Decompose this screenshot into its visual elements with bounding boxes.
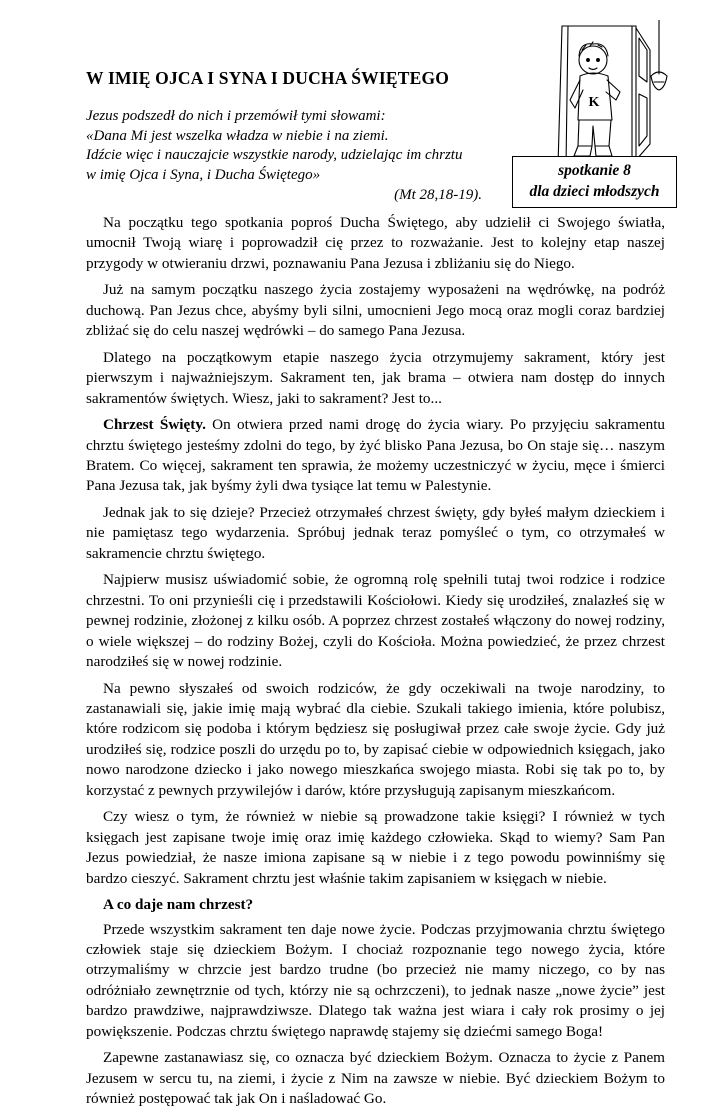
quote-line: w imię Ojca i Syna, i Ducha Świętego» xyxy=(86,166,321,183)
paragraph: Jednak jak to się dzieje? Przecież otrzymałeś chrzest święty, gdy byłeś małym dzieckiem i nie pamiętasz tego wydarzenia. Spróbuj jednak teraz pomyśleć o tym, co otrzymałeś w sakramencie chrztu świętego. xyxy=(86,503,665,562)
quote-reference: (Mt 28,18-19). xyxy=(394,187,482,203)
scripture-quote xyxy=(86,107,486,206)
paragraph: Na początku tego spotkania poproś Ducha Świętego, aby udzielił ci Swojego światła, umocnił Twoją wiarę i poprowadził cię przez to rozważanie. Jest to kolejny etap naszej przygody w otwieraniu drzwi, poznawaniu Pana Jezusa i zbliżaniu się do Niego. xyxy=(86,214,665,272)
badge-line-meeting: spotkanie 8 xyxy=(558,162,631,179)
paragraph: Czy wiesz o tym, że również w niebie są prowadzone takie księgi? I również w tych księgach jest zapisane twoje imię oraz imię każdego człowieka. Skąd to wiemy? Sam Pan Jezus powiedział, że nasze imiona zapisane są w niebie i z tego powodu powinniśmy się bardzo cieszyć. Sakrament chrztu jest właśnie takim zapisaniem w księgach w niebie. xyxy=(86,808,665,887)
paragraph: Już na samym początku naszego życia zostajemy wyposażeni na wędrówkę, na podróż duchową. Pan Jezus chce, abyśmy byli silni, umocnieni Jego mocą oraz mogli coraz bardziej zbliżać się do celu naszej wędrówki – do samego Pana Jezusa. xyxy=(86,281,665,340)
paragraph-lead: Chrzest Święty. xyxy=(103,416,206,434)
quote-line: Idźcie więc i nauczajcie wszystkie narody, udzielając im chrztu xyxy=(86,147,463,163)
paragraph: Zapewne zastanawiasz się, co oznacza być dzieckiem Bożym. Oznacza to życie z Panem Jezusem w sercu tu, na ziemi, i życie z Nim na zawsze w niebie. Być dzieckiem Bożym to również postępować tak jak On i naśladować Go. xyxy=(86,1049,665,1108)
badge-line-audience: dla dzieci młodszych xyxy=(529,183,660,200)
section-subheading: A co daje nam chrzest? xyxy=(103,896,254,914)
paragraph: Na pewno słyszałeś od swoich rodziców, że gdy oczekiwali na twoje narodziny, to zastanawiali się, jakie imię mają wybrać dla ciebie. Szukali takiego imienia, które polubisz, które rodzicom się podoba i którym będziesz się posługiwał przez całe swoje życie. Gdy już urodziłeś się, rodzice poszli do urzędu po to, by zapisać ciebie w odpowiednich księgach, jako nowo narodzone dziecko i jako nowego mieszkańca swojego miasta. Robi się tak po to, by korzystać z pewnych przywilejów i darów, które przysługują zapisanym mieszkańcom. xyxy=(86,679,665,799)
paragraph: Przede wszystkim sakrament ten daje nowe życie. Podczas przyjmowania chrztu świętego człowiek staje się dzieckiem Bożym. I chociaż rozpoznanie tego nowego życia, które otrzymaliśmy w chrzcie jest bardzo trudne (bo przecież nie mamy niczego, co by nas odróżniało zewnętrznie od tych, którzy nie są ochrzczeni), to jednak nasze „nowe życie” jest bardzo prawdziwe, najprawdziwsze. Dlatego tak ważna jest wiara i cały rok prosimy o jej powiększenie. Podczas chrztu świętego naprawdę stajemy się dziećmi samego Boga! xyxy=(86,920,665,1040)
body-text xyxy=(86,213,665,1116)
paragraph-rest: On otwiera przed nami drogę do życia wiary. Po przyjęciu sakramentu chrztu świętego jesteśmy zdolni do tego, by żyć blisko Pana Jezusa, bo On staje się… naszym Bratem. Co więcej, sakrament ten sprawia, że możemy uczestniczyć w życiu, męce i śmierci Pana Jezusa tak, jak byśmy żyli dwa tysiące lat temu w Palestynie. xyxy=(86,416,666,495)
child-at-door-illustration xyxy=(548,20,673,168)
page-title: W IMIĘ OJCA I SYNA I DUCHA ŚWIĘTEGO xyxy=(86,68,450,88)
paragraph: Najpierw musisz uświadomić sobie, że ogromną rolę spełnili tutaj twoi rodzice i rodzice chrzestni. To oni przynieśli cię i przedstawili Kościołowi. Kiedy się urodziłeś, znalazłeś się w pewnej rodzinie, złożonej z kilku osób. A poprzez chrzest zostałeś włączony do nowej rodziny, o wiele większej – do rodziny Bożej, czyli do Kościoła. Można powiedzieć, że przez chrzest narodziłeś się w nowej rodzinie. xyxy=(86,571,665,671)
shirt-letter: K xyxy=(588,95,600,110)
paragraph: Dlatego na początkowym etapie naszego życia otrzymujemy sakrament, który jest pierwszym i najważniejszym. Sakrament ten, jak brama – otwiera nam dostęp do innych sakramentów świętych. Wiesz, jaki to sakrament? Jest to... xyxy=(86,348,665,407)
quote-line: «Dana Mi jest wszelka władza w niebie i na ziemi. xyxy=(86,127,389,144)
meeting-badge xyxy=(512,156,677,208)
quote-line: Jezus podszedł do nich i przemówił tymi słowami: xyxy=(86,108,386,124)
paragraph xyxy=(86,415,665,497)
